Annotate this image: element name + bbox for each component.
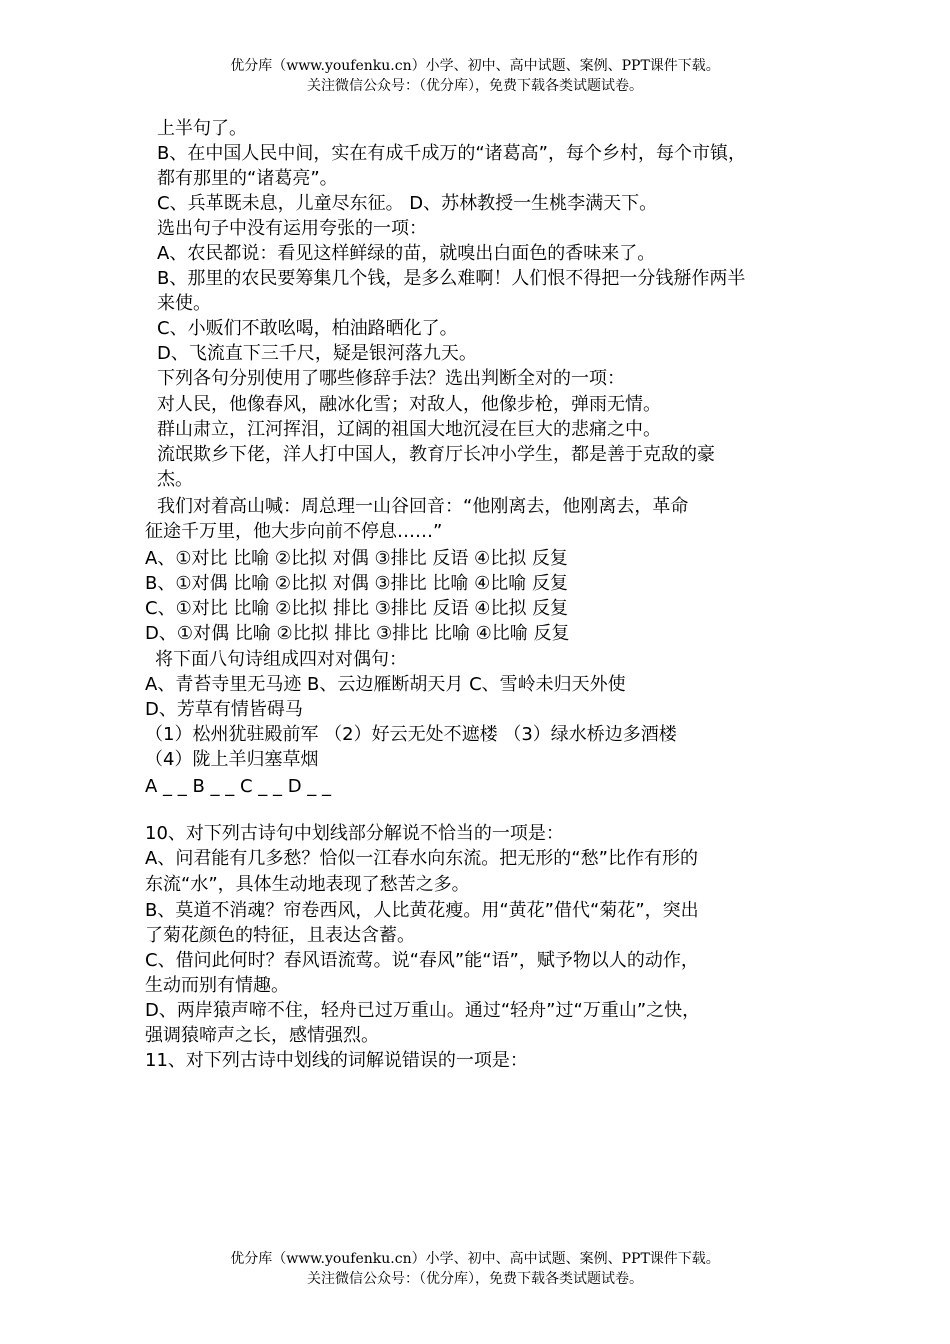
body-line: B、在中国人民中间，实在有成千成万的“诸葛高”，每个乡村，每个市镇， — [157, 143, 746, 164]
body-line: 下列各句分别使用了哪些修辞手法？选出判断全对的一项： — [157, 368, 625, 389]
body-line: 生动而别有情趣。 — [145, 975, 289, 996]
body-line: 杰。 — [157, 469, 193, 490]
footer-line-1: 优分库（www.youfenku.cn）小学、初中、高中试题、案例、PPT课件下载。 — [230, 1251, 720, 1267]
body-line: A、青苔寺里无马迹 B、云边雁断胡天月 C、雪岭未归天外使 — [145, 674, 626, 695]
body-line: 来使。 — [157, 293, 211, 314]
body-line: D、两岸猿声啼不住，轻舟已过万重山。通过“轻舟”过“万重山”之快， — [145, 1000, 701, 1021]
body-line: 我们对着高山喊：周总理一山谷回音：“他刚离去，他刚离去，革命 — [157, 496, 689, 517]
header-line-1: 优分库（www.youfenku.cn）小学、初中、高中试题、案例、PPT课件下载。 — [230, 58, 720, 74]
body-line: 流氓欺乡下佬，洋人打中国人，教育厅长冲小学生，都是善于克敌的豪 — [157, 444, 715, 465]
body-line: 了菊花颜色的特征，且表达含蓄。 — [145, 925, 415, 946]
body-line: 对人民，他像春风，融冰化雪；对敌人，他像步枪，弹雨无情。 — [157, 394, 661, 415]
page-footer — [0, 1249, 950, 1289]
body-line: C、①对比 比喻 ②比拟 排比 ③排比 反语 ④比拟 反复 — [145, 598, 569, 619]
page-header — [0, 56, 950, 96]
body-line: 强调猿啼声之长，感情强烈。 — [145, 1025, 379, 1046]
header-line-2: 关注微信公众号：（优分库），免费下载各类试题试卷。 — [307, 78, 643, 94]
footer-line-2: 关注微信公众号：（优分库），免费下载各类试题试卷。 — [307, 1271, 643, 1287]
body-line: （4）陇上羊归塞草烟 — [145, 749, 319, 770]
body-line: A、农民都说：看见这样鲜绿的苗，就嗅出白面色的香味来了。 — [157, 243, 656, 264]
body-line: B、莫道不消魂？帘卷西风，人比黄花瘦。用“黄花”借代“菊花”，突出 — [145, 900, 699, 921]
body-line: D、①对偶 比喻 ②比拟 排比 ③排比 比喻 ④比喻 反复 — [145, 623, 570, 644]
body-line: 10、对下列古诗句中划线部分解说不恰当的一项是： — [145, 823, 564, 844]
body-line: （1）松州犹驻殿前军 （2）好云无处不遮楼 （3）绿水桥边多酒楼 — [145, 724, 677, 745]
body-line: B、①对偶 比喻 ②比拟 对偶 ③排比 比喻 ④比喻 反复 — [145, 573, 568, 594]
body-line: 选出句子中没有运用夸张的一项： — [157, 218, 427, 239]
body-line: A、问君能有几多愁？恰似一江春水向东流。把无形的“愁”比作有形的 — [145, 848, 698, 869]
body-line: 东流“水”，具体生动地表现了愁苦之多。 — [145, 874, 470, 895]
body-line: A _ _ B _ _ C _ _ D _ _ — [145, 776, 332, 797]
body-line: B、那里的农民要筹集几个钱，是多么难啊！人们恨不得把一分钱掰作两半 — [157, 268, 746, 289]
body-line: C、小贩们不敢吆喝，柏油路晒化了。 — [157, 318, 458, 339]
body-line: 群山肃立，江河挥泪，辽阔的祖国大地沉浸在巨大的悲痛之中。 — [157, 419, 661, 440]
body-line: D、飞流直下三千尺，疑是银河落九天。 — [157, 343, 477, 364]
body-line: C、兵革既未息，儿童尽东征。 D、苏林教授一生桃李满天下。 — [157, 193, 658, 214]
body-line: 将下面八句诗组成四对对偶句： — [155, 649, 407, 670]
body-line: 征途千万里，他大步向前不停息……” — [145, 521, 443, 542]
body-line: A、①对比 比喻 ②比拟 对偶 ③排比 反语 ④比拟 反复 — [145, 548, 568, 569]
body-line: 都有那里的“诸葛亮”。 — [157, 168, 338, 189]
body-line: C、借问此何时？春风语流莺。说“春风”能“语”，赋予物以人的动作， — [145, 950, 699, 971]
body-line: 上半句了。 — [157, 118, 247, 139]
body-line: D、芳草有情皆碍马 — [145, 699, 303, 720]
body-line: 11、对下列古诗中划线的词解说错误的一项是： — [145, 1050, 528, 1071]
